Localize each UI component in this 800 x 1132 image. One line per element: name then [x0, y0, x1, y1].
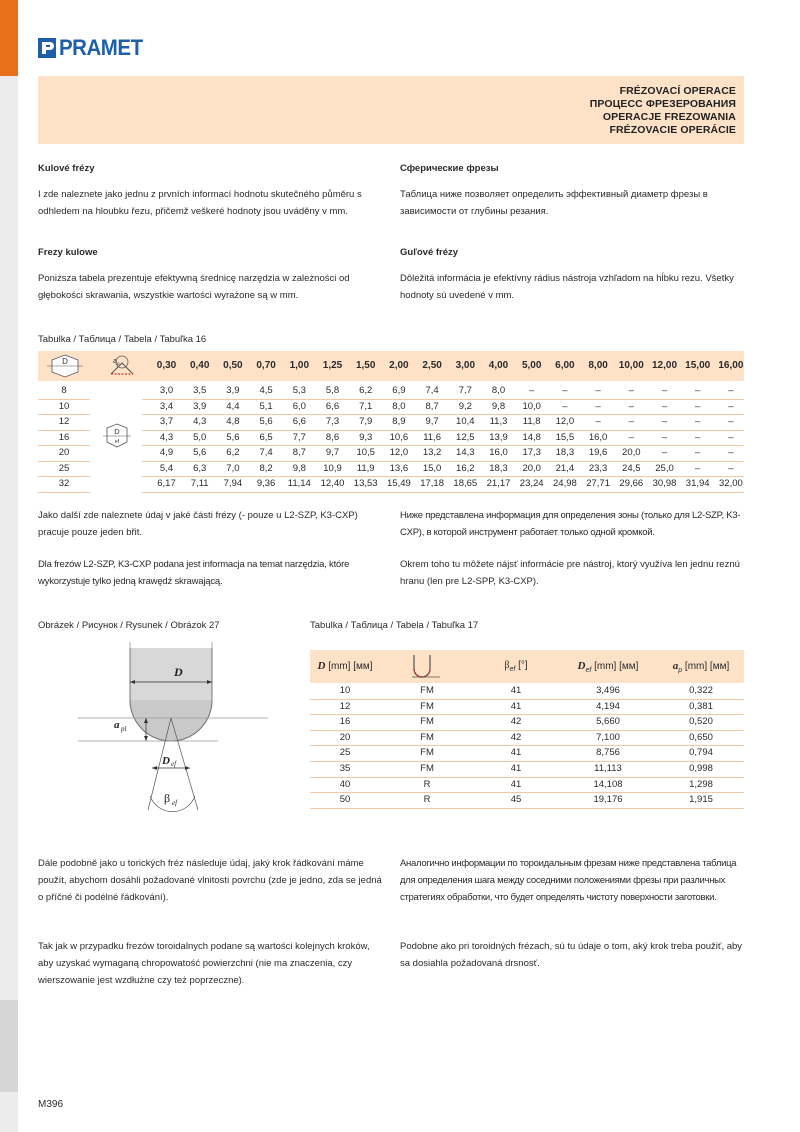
- table16-depth-header: 5,00: [521, 360, 542, 371]
- table16-value-cell: –: [595, 416, 601, 427]
- table16-value-cell: –: [628, 400, 634, 412]
- figure-label-ap-sub: pl: [121, 725, 127, 733]
- table17-cell-beta: 45: [510, 794, 522, 806]
- table16-value-cell: 15,49: [387, 478, 411, 489]
- table16-value-cell: 16,2: [456, 462, 475, 474]
- table16-value-cell: 8,6: [325, 431, 340, 443]
- table16-value-cell: 15,0: [422, 462, 442, 474]
- table16-depth-header: 12,00: [651, 360, 678, 371]
- cz-ball-heading: Kulové frézy: [38, 163, 95, 174]
- table16-value-cell: 12,40: [320, 478, 345, 489]
- table16-depth-header: 0,70: [256, 360, 276, 371]
- table16-row: [38, 384, 744, 400]
- table17-cell-d: 50: [339, 794, 351, 806]
- table16-value-cell: 7,11: [190, 478, 209, 489]
- figure27-caption: Obrázek / Рисунок / Rysunek / Obrázok 27: [38, 620, 220, 631]
- table17-cell-ap: 0,650: [689, 731, 713, 743]
- table16-value-cell: 4,9: [159, 447, 174, 458]
- table17-cell-ap: 0,794: [689, 747, 713, 759]
- table16-value-cell: 7,7: [292, 431, 306, 443]
- table17-cell-d: 25: [339, 747, 351, 759]
- table17-cell-beta: 41: [510, 747, 522, 759]
- table16-value-cell: 9,36: [256, 478, 276, 489]
- table17-cell-type: FM: [420, 700, 434, 712]
- section-title-pl: OPERACJE FREZOWANIA: [602, 111, 736, 123]
- table17-cell-beta: 41: [510, 685, 522, 696]
- diameter-icon: [45, 353, 85, 379]
- table16-value-cell: –: [695, 431, 701, 443]
- table16-value-cell: –: [661, 447, 668, 458]
- sk-ball-text: Dôležitá informácia je efektívny rádius nástroja vzhľadom na hĺbku rezu. Všetky hodnoty sú uvedené v mm.: [400, 273, 734, 301]
- table16-value-cell: 6,0: [292, 400, 306, 412]
- table17-cell-type: FM: [420, 716, 434, 728]
- table16-value-cell: 18,65: [453, 478, 478, 489]
- table16-value-cell: 24,98: [553, 478, 577, 489]
- table16-value-cell: –: [628, 416, 634, 427]
- table16-value-cell: –: [529, 385, 535, 396]
- table16-row: [38, 477, 744, 493]
- table16-value-cell: 4,8: [226, 416, 240, 427]
- table16-row: [38, 446, 744, 462]
- pl-edge-text: Dla frezów L2-SZP, K3-CXP podana jest informacja na temat narzędzia, które wykorzystuje tylko jedną krawędź skrawającą.: [38, 559, 350, 587]
- figure-label-def: D: [162, 755, 170, 767]
- table17-cell-type: R: [423, 794, 431, 806]
- svg-text:a: a: [113, 358, 117, 365]
- table17-row: [310, 700, 744, 716]
- ru-step-text: Аналогично информации по тороидальным фрезам ниже представлена таблица для определения шага между соседними положениями фрезы при различных стратегиях обработки, что будет определять чистоту поверхности заготовки.: [400, 858, 737, 903]
- table16-value-cell: 3,9: [226, 385, 240, 396]
- page-number: M396: [38, 1099, 64, 1110]
- table16-value-cell: 24,5: [622, 462, 641, 474]
- table17-row: [310, 684, 744, 700]
- table16-depth-header: 1,50: [355, 360, 376, 371]
- pramet-logo-text: PRAMET: [59, 35, 143, 60]
- table16-value-cell: 20,0: [522, 462, 541, 474]
- table16-value-cell: 6,2: [226, 447, 240, 458]
- table16-value-cell: 11,14: [287, 478, 311, 489]
- table16-value-cell: 4,3: [159, 431, 174, 443]
- table16-depth-header: 0,30: [156, 360, 177, 371]
- table16-depth-header: 16,00: [718, 360, 744, 371]
- table16-value-cell: 5,8: [325, 385, 340, 396]
- depth-of-cut-icon: [108, 354, 136, 378]
- table17-row: [310, 731, 744, 747]
- pl-step-text: Tak jak w przypadku frezów toroidalnych podane są wartości kolejnych kroków, aby uzyskać wymaganą chropowatość powierzchni (nie ma znaczenia, czy wierszowanie jest wzdłużne czy też poprzeczne).: [38, 941, 370, 986]
- table17-header-ap: $a_p$ [mm] [мм]: [672, 660, 730, 674]
- table16-value-cell: 30,98: [652, 478, 677, 489]
- table16-diameter-cell: 12: [58, 416, 70, 427]
- table16-value-cell: –: [661, 431, 668, 443]
- table17-cell-type: FM: [420, 685, 434, 696]
- table16-value-cell: 5,1: [259, 400, 273, 412]
- table16-value-cell: –: [695, 385, 701, 396]
- table16-value-cell: 21,17: [486, 478, 511, 489]
- table16-value-cell: 19,6: [588, 447, 608, 458]
- table16-depth-header: 15,00: [685, 360, 711, 371]
- table16-value-cell: 14,8: [522, 431, 541, 443]
- table16-value-cell: 10,6: [389, 431, 409, 443]
- table16-value-cell: 9,8: [292, 462, 306, 474]
- table16-depth-header: 1,00: [289, 360, 310, 371]
- pl-ball-block: [38, 244, 384, 304]
- table16-value-cell: 18,3: [555, 447, 575, 458]
- table16-value-cell: 7,0: [226, 462, 240, 474]
- table16-value-cell: 25,0: [655, 462, 674, 474]
- table16-value-cell: 12,0: [389, 447, 409, 458]
- table16-value-cell: 23,24: [519, 478, 544, 489]
- table16-value-cell: 7,3: [325, 416, 340, 427]
- table16-value-cell: 16,0: [588, 431, 608, 443]
- table16-value-cell: 8,2: [259, 462, 273, 474]
- cz-step-text: Dále podobně jako u torických fréz následuje údaj, jaký krok řádkování máme použít, abychom dosáhli požadované vlnitosti povrchu (zde je jedno, zda se jedná o příčné či podélné řádkování).: [38, 858, 382, 903]
- table16-value-cell: 14,3: [456, 447, 475, 458]
- table16-value-cell: 8,7: [425, 400, 439, 412]
- side-tab-strip: [0, 0, 18, 1132]
- table17-header-beta: $\beta_{ef}$ [°]: [504, 660, 528, 673]
- table16-value-cell: 6,6: [292, 416, 306, 427]
- table17-row: [310, 762, 744, 778]
- table17-cell-type: FM: [420, 731, 434, 743]
- table16-diameter-cell: 16: [58, 431, 70, 443]
- table16-caption: Tabulka / Таблица / Tabela / Tabuľka 16: [38, 334, 207, 345]
- svg-text:p: p: [117, 361, 120, 366]
- table16-depth-header: 2,00: [389, 360, 409, 371]
- table16-value-cell: 7,4: [259, 447, 273, 458]
- table16-value-cell: 32,00: [719, 478, 743, 489]
- table17-cell-type: R: [423, 778, 431, 790]
- table16-depth-header: 3,00: [455, 360, 476, 371]
- sk-ball-block: [400, 244, 744, 304]
- table16-value-cell: 3,9: [193, 400, 207, 412]
- table16-value-cell: 5,3: [292, 385, 306, 396]
- table16-value-cell: 3,0: [159, 385, 174, 396]
- table16-row: [38, 415, 744, 431]
- table16-value-cell: 7,94: [223, 478, 243, 489]
- table17-cell-def: 14,108: [593, 778, 623, 790]
- table16-value-cell: 6,9: [392, 385, 406, 396]
- table16-value-cell: 18,3: [489, 462, 508, 474]
- table16-value-cell: –: [728, 400, 734, 412]
- table16-value-cell: 12,0: [555, 416, 575, 427]
- table17-cell-def: 8,756: [596, 747, 620, 759]
- cz-edge-text: Jako další zde naleznete údaj v jaké části frézy (- pouze u L2-SZP, K3-CXP) pracuje pouze jeden břit.: [38, 510, 358, 538]
- side-tab-accent: [0, 0, 18, 76]
- figure-label-def-sub: ef: [171, 760, 177, 768]
- table17-row: [310, 793, 744, 809]
- section-titles: [590, 85, 736, 137]
- table17-body: [310, 684, 744, 809]
- table16-value-cell: –: [695, 462, 701, 474]
- table16-value-cell: –: [562, 400, 568, 412]
- table17-header-d: D [mm] [мм]: [317, 660, 373, 672]
- table16-depth-header: 8,00: [588, 360, 608, 371]
- table16-value-cell: 11,8: [522, 416, 541, 427]
- table16-value-cell: –: [695, 447, 701, 458]
- table17-cell-def: 3,496: [596, 685, 620, 696]
- table17-cell-d: 16: [339, 716, 351, 728]
- table16-value-cell: 29,66: [619, 478, 644, 489]
- pl-ball-text: Poniższa tabela prezentuje efektywną średnicę narzędzia w zależności od głębokości skrawania, wszystkie wartości wyrażone są w mm.: [38, 273, 350, 301]
- sk-step-text: Podobne ako pri toroidných frézach, sú tu údaje o tom, aký krok treba použiť, aby sa dosiahla požadovaná drsnosť.: [400, 941, 743, 969]
- table17-cell-def: 7,100: [596, 731, 620, 743]
- table16-value-cell: 8,9: [392, 416, 406, 427]
- table17-cell-def: 19,176: [593, 794, 623, 806]
- table16-value-cell: 9,8: [491, 400, 506, 412]
- section-title-ru: ПРОЦЕСС ФРЕЗЕРОВАНИЯ: [589, 98, 736, 110]
- table16-value-cell: 10,0: [522, 400, 541, 412]
- table16-value-cell: 10,4: [456, 416, 475, 427]
- table17-row: [310, 746, 744, 762]
- table16-value-cell: 5,6: [259, 416, 273, 427]
- table16-value-cell: 9,2: [458, 400, 472, 412]
- table16-value-cell: 20,0: [622, 447, 641, 458]
- table16-depth-header: 6,00: [555, 360, 575, 371]
- table16-value-cell: –: [661, 416, 668, 427]
- table16-value-cell: 8,0: [392, 400, 406, 412]
- table16-value-cell: 5,0: [193, 431, 207, 443]
- table17-cell-beta: 41: [510, 778, 522, 790]
- table16-value-cell: 6,5: [259, 431, 273, 443]
- table16-value-cell: 15,5: [555, 431, 575, 443]
- table17-cell-ap: 1,298: [689, 778, 713, 790]
- table16-value-cell: 7,1: [359, 400, 373, 412]
- table16-value-cell: 4,4: [226, 400, 240, 412]
- table16-value-cell: 5,6: [226, 431, 240, 443]
- table16-value-cell: 3,4: [159, 400, 174, 412]
- table16-diameter-cell: 8: [61, 385, 67, 396]
- table16-value-cell: 3,5: [193, 385, 207, 396]
- cz-ball-text: I zde naleznete jako jednu z prvních informací hodnotu skutečného půměru s odhledem na hloubku řezu, přičemž veškeré hodnoty jsou uváděny v mm.: [38, 189, 362, 217]
- table16-depth-header: 10,00: [618, 360, 644, 371]
- table17-cell-d: 12: [339, 700, 351, 712]
- figure-label-beta: β: [164, 791, 171, 805]
- table16-value-cell: 21,4: [555, 462, 575, 474]
- table16-body: [38, 384, 744, 493]
- table16-value-cell: 11,6: [423, 431, 441, 443]
- ru-edge-text: Ниже представлена информация для определения зоны (только для L2-SZP, K3-CXP), в которой инструмент работает только одной кромкой.: [400, 510, 741, 538]
- table16-depth-header: 4,00: [488, 360, 509, 371]
- table16-value-cell: 13,6: [389, 462, 409, 474]
- table16-value-cell: 13,9: [489, 431, 508, 443]
- table16-depth-header: 0,40: [189, 360, 210, 371]
- table16-row: [38, 400, 744, 416]
- table17-cell-ap: 0,998: [689, 762, 713, 774]
- table16-value-cell: 4,5: [259, 385, 273, 396]
- table16-value-cell: 5,4: [159, 462, 174, 474]
- figure-label-beta-sub: ef: [172, 799, 178, 807]
- insert-type-icon: [410, 651, 444, 681]
- table16-value-cell: –: [728, 416, 734, 427]
- table17-row: [310, 715, 744, 731]
- table16-row-divider: [142, 492, 744, 493]
- table16-row-divider: [38, 492, 90, 493]
- table16-row: [38, 431, 744, 447]
- table16-row: [38, 462, 744, 478]
- table16-value-cell: 6,17: [157, 478, 176, 489]
- table16-value-cell: –: [661, 400, 668, 412]
- table16-value-cell: 7,4: [425, 385, 439, 396]
- table16-value-cell: 11,9: [356, 462, 375, 474]
- table17-caption: Tabulka / Таблица / Tabela / Tabuľka 17: [310, 620, 479, 631]
- table17-cell-ap: 0,381: [689, 700, 713, 712]
- sk-edge-text: Okrem toho tu môžete nájsť informácie pre nástroj, ktorý využíva len jednu reznú hranu (len pre L2-SPP, K3-CXP).: [400, 559, 740, 587]
- table17-header-def: $D_{ef}$ [mm] [мм]: [577, 660, 639, 674]
- table17-cell-def: 11,113: [594, 762, 622, 774]
- table16-value-cell: 10,9: [323, 462, 342, 474]
- table16-value-cell: –: [695, 400, 701, 412]
- table17-cell-def: 4,194: [596, 700, 620, 712]
- table16-value-cell: –: [695, 416, 701, 427]
- table17-cell-ap: 0,520: [689, 716, 713, 728]
- table17-cell-type: FM: [420, 762, 434, 774]
- table17-cell-beta: 42: [510, 731, 522, 743]
- table17-cell-type: FM: [420, 747, 434, 759]
- table16-value-cell: –: [661, 385, 668, 396]
- table16-value-cell: –: [628, 431, 634, 443]
- table16-value-cell: –: [728, 462, 734, 474]
- table16-value-cell: 17,18: [420, 478, 444, 489]
- table17-cell-d: 40: [339, 778, 351, 790]
- ball-mill-figure: [38, 640, 278, 818]
- table16-value-cell: –: [728, 447, 734, 458]
- ru-ball-text: Таблица ниже позволяет определить эффективный диаметр фрезы в зависимости от глубины резания.: [400, 189, 708, 217]
- table16-value-cell: 12,5: [456, 431, 475, 443]
- table17-cell-d: 35: [339, 762, 351, 774]
- table16-value-cell: 8,0: [491, 385, 506, 396]
- table16-depth-header: 2,50: [422, 360, 442, 371]
- section-header-band: [38, 76, 744, 144]
- table16-diameter-cell: 25: [58, 462, 70, 474]
- table16-value-cell: 9,3: [359, 431, 373, 443]
- pramet-logo-icon: [38, 38, 56, 58]
- table16-value-cell: 6,2: [359, 385, 373, 396]
- table17-cell-beta: 42: [510, 716, 522, 728]
- table16-diameter-cell: 20: [58, 447, 70, 458]
- table17-cell-ap: 0,322: [689, 685, 713, 696]
- table16-value-cell: 3,7: [159, 416, 174, 427]
- svg-text:ef: ef: [114, 439, 120, 445]
- table17-row: [310, 778, 744, 794]
- table16-value-cell: 31,94: [685, 478, 710, 489]
- table16-value-cell: 9,7: [325, 447, 340, 458]
- figure-label-d: D: [174, 665, 183, 679]
- side-tab-marker: [0, 1000, 18, 1092]
- table16-value-cell: 9,7: [425, 416, 439, 427]
- table16-value-cell: 27,71: [586, 478, 610, 489]
- table16-value-cell: 5,6: [193, 447, 207, 458]
- svg-text:D: D: [114, 427, 120, 436]
- table16-value-cell: 6,3: [193, 462, 207, 474]
- table17-cell-d: 20: [339, 731, 351, 743]
- table16-value-cell: 13,2: [422, 447, 442, 458]
- table16-depth-header: 0,50: [223, 360, 243, 371]
- table16-diameter-cell: 32: [58, 478, 70, 489]
- table16-value-cell: –: [728, 431, 734, 443]
- table16-value-cell: 4,3: [193, 416, 207, 427]
- table16-value-cell: 16,0: [489, 447, 508, 458]
- table17-row-divider: [310, 808, 744, 809]
- cz-ball-block: [38, 160, 384, 220]
- table16-value-cell: –: [595, 400, 601, 412]
- table16-value-cell: 13,53: [353, 478, 378, 489]
- table16-depth-header: 1,25: [322, 360, 343, 371]
- table16-value-cell: 10,5: [356, 447, 375, 458]
- table17-cell-ap: 1,915: [689, 794, 713, 806]
- table17-cell-def: 5,660: [596, 716, 620, 728]
- table16-diameter-cell: 10: [58, 400, 70, 412]
- figure-label-ap: a: [114, 719, 120, 731]
- table17-header: [310, 650, 744, 683]
- table16-value-cell: 6,6: [325, 400, 340, 412]
- table16-value-cell: 11,3: [489, 416, 508, 427]
- table17-cell-beta: 41: [510, 700, 522, 712]
- section-title-cz: FRÉZOVACÍ OPERACE: [619, 85, 736, 97]
- table16-value-cell: 7,7: [458, 385, 472, 396]
- table16-value-cell: –: [562, 385, 568, 396]
- svg-text:D: D: [62, 357, 68, 366]
- pl-ball-heading: Frezy kulowe: [38, 247, 98, 258]
- table16-value-cell: –: [595, 385, 601, 396]
- table16-value-cell: –: [628, 385, 634, 396]
- table17-cell-beta: 41: [510, 762, 522, 774]
- table16-value-cell: 7,9: [359, 416, 373, 427]
- section-title-sk: FRÉZOVACIE OPERÁCIE: [609, 124, 736, 136]
- table17-cell-d: 10: [339, 685, 351, 696]
- table16-value-cell: –: [728, 385, 734, 396]
- table16-value-cell: 8,7: [292, 447, 306, 458]
- table16-header: [38, 351, 744, 381]
- sk-ball-heading: Guľové frézy: [400, 247, 459, 258]
- pramet-logo: [38, 37, 149, 59]
- table16-value-cell: 23,3: [588, 462, 608, 474]
- ru-ball-block: [400, 160, 744, 220]
- table16-value-cell: 17,3: [522, 447, 541, 458]
- ru-ball-heading: Сферические фрезы: [400, 163, 499, 174]
